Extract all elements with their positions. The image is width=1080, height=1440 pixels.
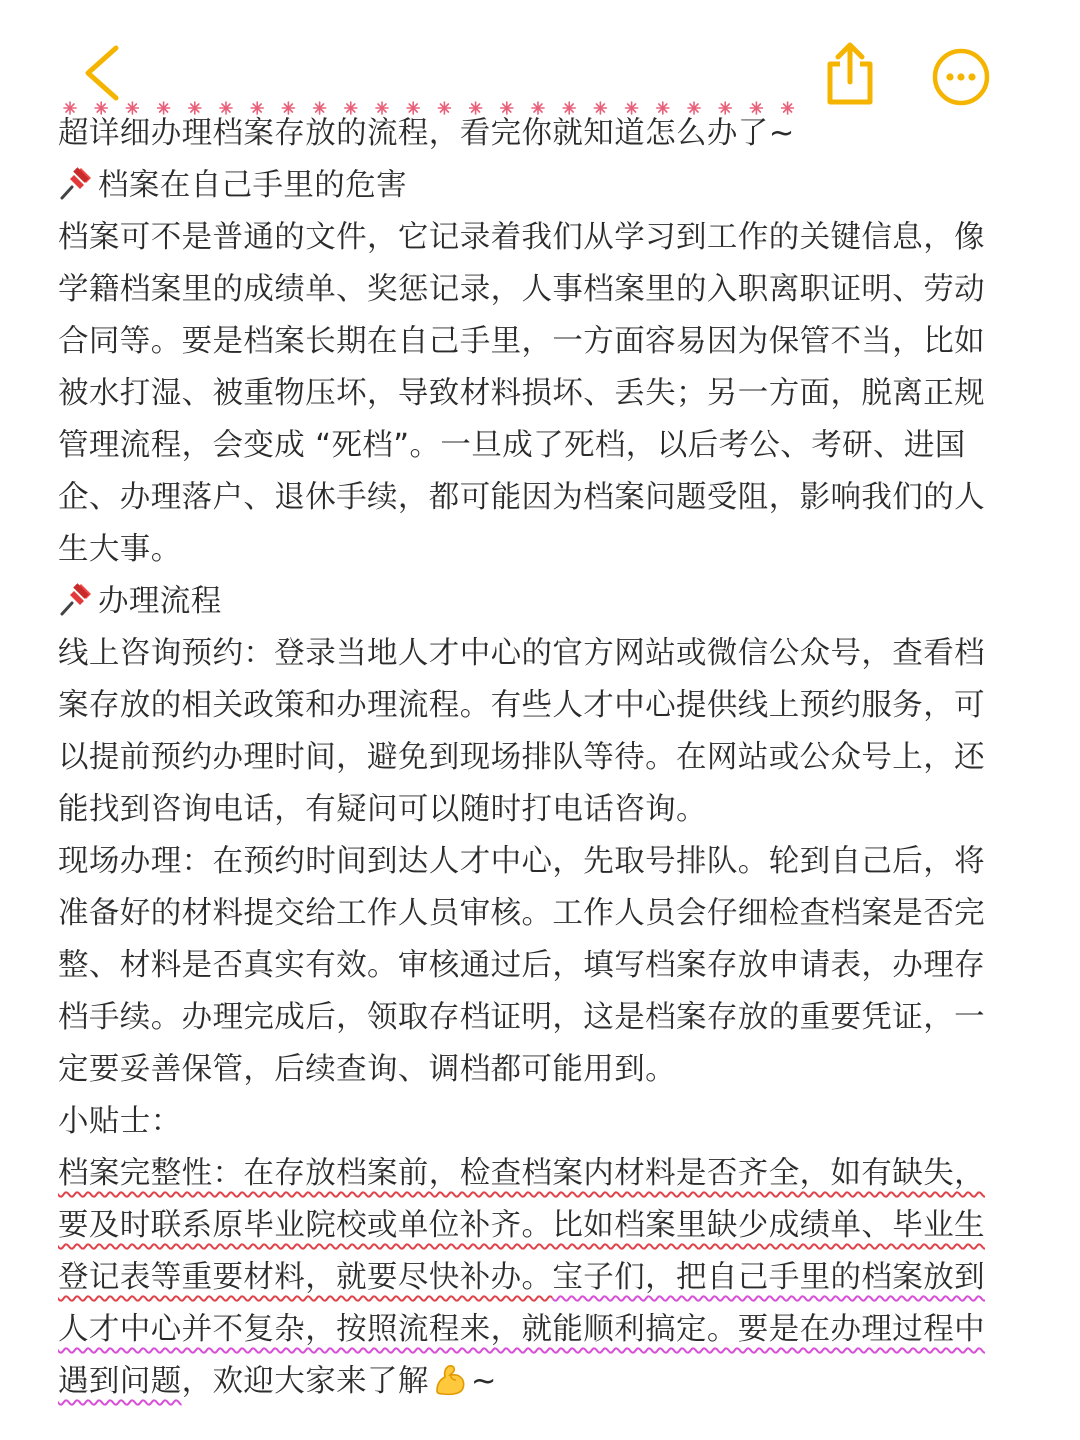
share-icon[interactable] [822, 40, 878, 108]
paragraph-line: 以提前预约办理时间，避免到现场排队等待。在网站或公众号上，还 [58, 740, 985, 775]
closing-line [58, 1304, 1008, 1356]
highlighted-text: 登记表等重要材料，就要尽快补办。 [58, 1260, 553, 1295]
tips-line [58, 1252, 1008, 1304]
note-content [58, 108, 1008, 1408]
highlighted-text: 宝子们，把自己手里的档案放到 [552, 1260, 986, 1295]
pushpin-icon [58, 165, 94, 201]
closing-tilde: ~ [470, 1364, 497, 1399]
note-title: 超详细办理档案存放的流程，看完你就知道怎么办了~ [58, 116, 795, 151]
tips-heading: 小贴士： [58, 1104, 182, 1139]
highlighted-text: 人才中心并不复杂，按照流程来，就能顺利搞定。要是在办理过程中 [58, 1312, 985, 1347]
paragraph-line: 准备好的材料提交给工作人员审核。工作人员会仔细检查档案是否完 [58, 896, 985, 931]
paragraph-line: 档手续。办理完成后，领取存档证明，这是档案存放的重要凭证，一 [58, 1000, 985, 1035]
paragraph-line: 生大事。 [58, 532, 182, 567]
top-toolbar [0, 0, 1080, 110]
section-heading-text: 档案在自己手里的危害 [98, 168, 407, 203]
pushpin-icon [58, 581, 94, 617]
paragraph-line: 现场办理：在预约时间到达人才中心，先取号排队。轮到自己后，将 [58, 844, 985, 879]
more-icon[interactable] [930, 46, 992, 108]
section-heading [58, 576, 1008, 628]
paragraph-line: 线上咨询预约：登录当地人才中心的官方网站或微信公众号，查看档 [58, 636, 985, 671]
paragraph-line: 案存放的相关政策和办理流程。有些人才中心提供线上预约服务，可 [58, 688, 985, 723]
paragraph-line: 能找到咨询电话，有疑问可以随时打电话咨询。 [58, 792, 707, 827]
highlighted-text: 遇到问题 [58, 1364, 182, 1399]
paragraph-line: 企、办理落户、退休手续，都可能因为档案问题受阻，影响我们的人 [58, 480, 985, 515]
chevron-left-icon[interactable] [78, 42, 128, 104]
paragraph-line: 定要妥善保管，后续查询、调档都可能用到。 [58, 1052, 676, 1087]
paragraph-line: 管理流程，会变成 “死档”。一旦成了死档，以后考公、考研、进国 [58, 428, 966, 463]
paragraph-line: 被水打湿、被重物压坏，导致材料损坏、丢失；另一方面，脱离正规 [58, 376, 985, 411]
section-heading [58, 160, 1008, 212]
closing-line [58, 1356, 1008, 1408]
highlighted-text: 要及时联系原毕业院校或单位补齐。比如档案里缺少成绩单、毕业生 [58, 1208, 985, 1243]
paragraph-line: 整、材料是否真实有效。审核通过后，填写档案存放申请表，办理存 [58, 948, 985, 983]
flexed-biceps-icon [431, 1361, 469, 1399]
tips-line [58, 1148, 1008, 1200]
paragraph-line: 学籍档案里的成绩单、奖惩记录，人事档案里的入职离职证明、劳动 [58, 272, 985, 307]
highlighted-text: 档案完整性：在存放档案前，检查档案内材料是否齐全，如有缺失， [58, 1156, 985, 1191]
section-heading-text: 办理流程 [98, 584, 222, 619]
closing-text: ，欢迎大家来了解 [181, 1364, 429, 1399]
tips-line [58, 1200, 1008, 1252]
paragraph-line: 档案可不是普通的文件，它记录着我们从学习到工作的关键信息，像 [58, 220, 985, 255]
paragraph-line: 合同等。要是档案长期在自己手里，一方面容易因为保管不当，比如 [58, 324, 985, 359]
